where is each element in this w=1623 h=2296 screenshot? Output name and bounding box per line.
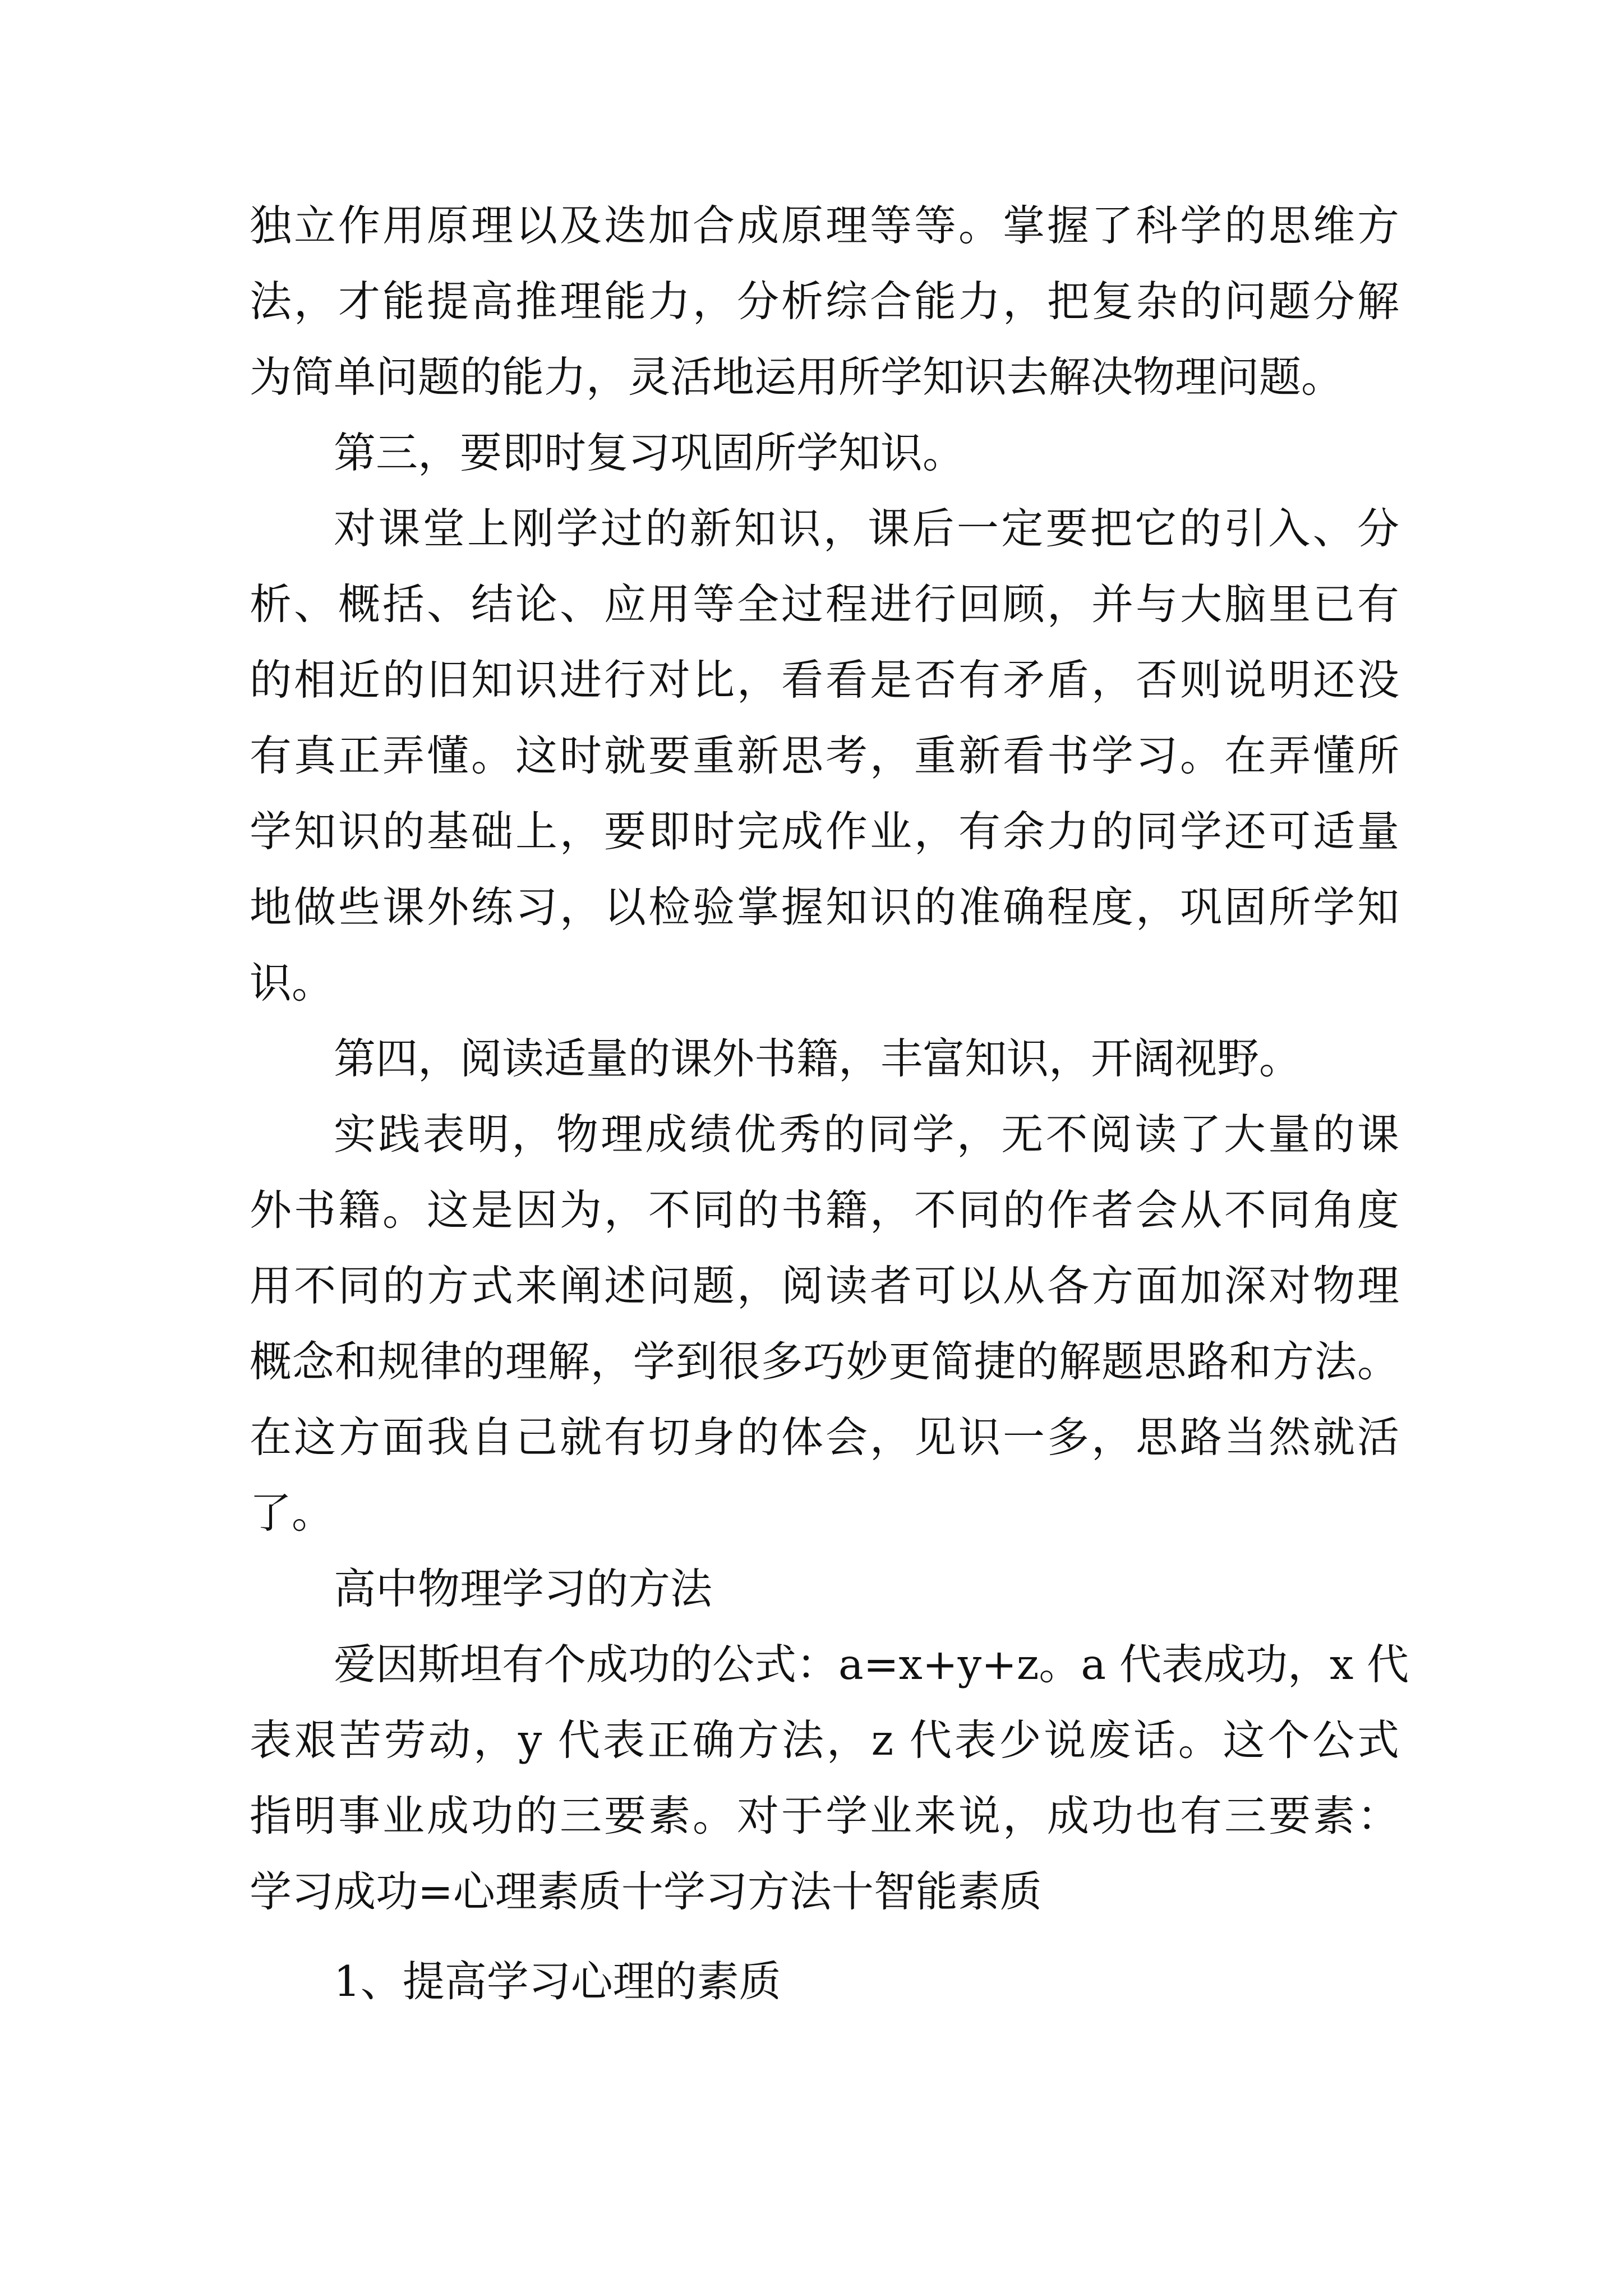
text-line: 了。 (250, 1488, 334, 1538)
text-line: 学知识的基础上，要即时完成作业，有余力的同学还可适量 (250, 807, 1399, 856)
text-line: 析、概括、结论、应用等全过程进行回顾，并与大脑里已有 (250, 579, 1399, 629)
text-line: 学习成功=心理素质十学习方法十智能素质 (250, 1867, 1042, 1916)
document-body (250, 188, 1409, 2019)
text-line: 概念和规律的理解，学到很多巧妙更简捷的解题思路和方法。 (250, 1337, 1399, 1386)
section-heading: 第三，要即时复习巩固所学知识。 (334, 428, 965, 477)
text-line: 识。 (250, 958, 334, 1007)
section-heading: 高中物理学习的方法 (334, 1564, 713, 1613)
text-line: 外书籍。这是因为，不同的书籍，不同的作者会从不同角度 (250, 1185, 1399, 1235)
section-heading: 1、提高学习心理的素质 (334, 1957, 781, 2006)
text-line: 的相近的旧知识进行对比，看看是否有矛盾，否则说明还没 (250, 655, 1399, 705)
text-line: 法，才能提高推理能力，分析综合能力，把复杂的问题分解 (250, 277, 1399, 326)
text-line: 指明事业成功的三要素。对于学业来说，成功也有三要素： (250, 1791, 1399, 1841)
section-heading: 第四，阅读适量的课外书籍，丰富知识，开阔视野。 (334, 1034, 1302, 1083)
text-line: 对课堂上刚学过的新知识，课后一定要把它的引入、分 (334, 504, 1399, 553)
paragraph-gap (250, 1930, 1399, 1944)
text-line: 独立作用原理以及迭加合成原理等等。掌握了科学的思维方 (250, 201, 1399, 250)
text-line: 在这方面我自己就有切身的体会，见识一多，思路当然就活 (250, 1412, 1399, 1462)
text-line: 有真正弄懂。这时就要重新思考，重新看书学习。在弄懂所 (250, 731, 1399, 780)
text-line: 地做些课外练习，以检验掌握知识的准确程度，巩固所学知 (250, 882, 1399, 932)
text-line: 表艰苦劳动，y 代表正确方法，z 代表少说废话。这个公式 (250, 1715, 1399, 1765)
text-line: 用不同的方式来阐述问题，阅读者可以从各方面加深对物理 (250, 1261, 1399, 1310)
text-line: 为简单问题的能力，灵活地运用所学知识去解决物理问题。 (250, 352, 1344, 402)
text-line: 实践表明，物理成绩优秀的同学，无不阅读了大量的课 (334, 1110, 1399, 1159)
text-line: 爱因斯坦有个成功的公式：a=x+y+z。a 代表成功，x 代 (334, 1640, 1409, 1689)
